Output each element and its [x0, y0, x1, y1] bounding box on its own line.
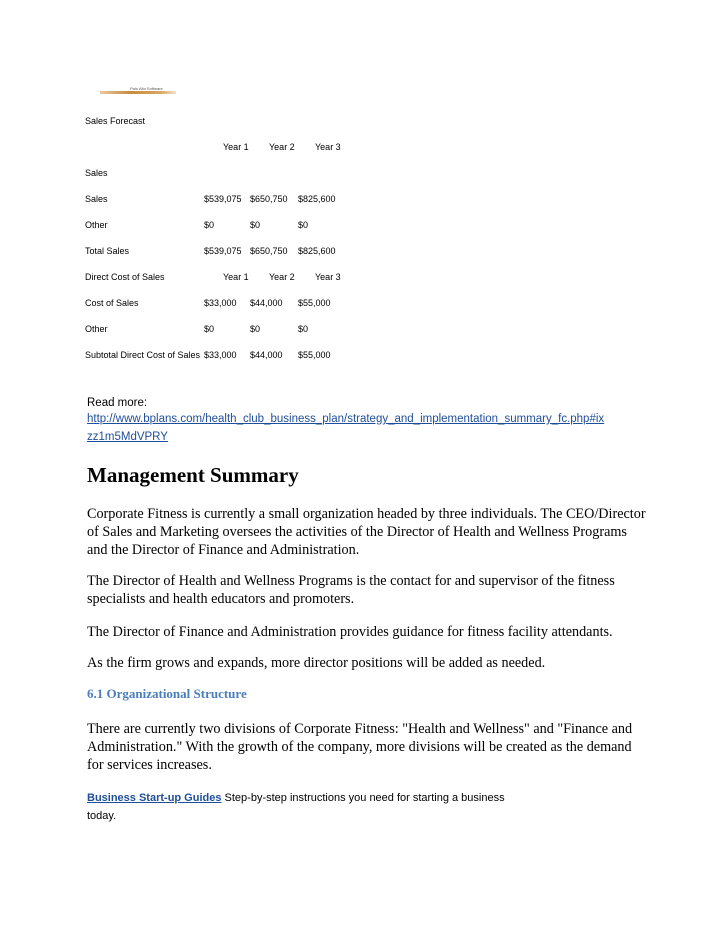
table-cell: $33,000 [204, 350, 237, 360]
paragraph: There are currently two divisions of Corporate Fitness: "Health and Wellness" and "Finance and Administration." With the growth of the company, more divisions will be created as the demand for services increases. [87, 721, 633, 773]
guides-promo [87, 789, 507, 825]
table-cell: $825,600 [298, 246, 336, 256]
source-link-line2[interactable]: zz1m5MdVPRY [87, 431, 168, 443]
table-cell: $539,075 [204, 246, 242, 256]
table-cell: $539,075 [204, 194, 242, 204]
table-cell: $0 [250, 220, 261, 230]
row-label: Subtotal Direct Cost of Sales [85, 350, 201, 360]
table-cell: $44,000 [250, 350, 283, 360]
logo-bar [100, 91, 176, 94]
logo-text: Palo Alto Software [130, 86, 163, 91]
year-header-1: Year 1 [223, 272, 249, 282]
paragraph: The Director of Health and Wellness Programs is the contact for and supervisor of the fitness specialists and health educators and promoters. [87, 573, 615, 607]
table-cell: $0 [250, 324, 261, 334]
source-link-line1[interactable]: http://www.bplans.com/health_club_business_plan/strategy_and_implementation_summary_fc.php#ix [87, 413, 605, 425]
paragraph: The Director of Finance and Administration provides guidance for fitness facility attendants. [87, 624, 613, 640]
paragraph: Corporate Fitness is currently a small organization headed by three individuals. The CEO/Director of Sales and Marketing oversees the activities of the Director of Health and Wellness Programs and the Director of Finance and Administration. [87, 506, 646, 558]
year-header-3: Year 3 [315, 142, 341, 152]
table-cell: $825,600 [298, 194, 336, 204]
table-cell: $650,750 [250, 194, 288, 204]
row-label: Total Sales [85, 246, 130, 256]
table-cell: $0 [204, 324, 215, 334]
row-label: Sales [85, 194, 108, 204]
table-cell: $0 [298, 220, 309, 230]
row-label: Other [85, 324, 108, 334]
company-logo [100, 88, 176, 94]
guides-text: Step-by-step instructions you need for starting a business today. [87, 792, 505, 822]
table-cell: $33,000 [204, 298, 237, 308]
business-guides-link[interactable]: Business Start-up Guides [87, 792, 222, 804]
table-cell: $650,750 [250, 246, 288, 256]
table-cell: $0 [298, 324, 309, 334]
section-label-sales: Sales [85, 168, 108, 178]
row-label: Other [85, 220, 108, 230]
year-header-3: Year 3 [315, 272, 341, 282]
table-cell: $55,000 [298, 350, 331, 360]
table-cell: $0 [204, 220, 215, 230]
row-label: Cost of Sales [85, 298, 139, 308]
section-label-direct-cost: Direct Cost of Sales [85, 272, 165, 282]
table-cell: $44,000 [250, 298, 283, 308]
sales-forecast-title: Sales Forecast [85, 116, 146, 126]
year-header-2: Year 2 [269, 142, 295, 152]
year-header-2: Year 2 [269, 272, 295, 282]
org-structure-heading: 6.1 Organizational Structure [87, 686, 247, 701]
read-more-label: Read more: [87, 397, 148, 409]
paragraph: As the firm grows and expands, more director positions will be added as needed. [87, 655, 546, 671]
year-header-1: Year 1 [223, 142, 249, 152]
management-summary-heading: Management Summary [87, 463, 299, 487]
table-cell: $55,000 [298, 298, 331, 308]
